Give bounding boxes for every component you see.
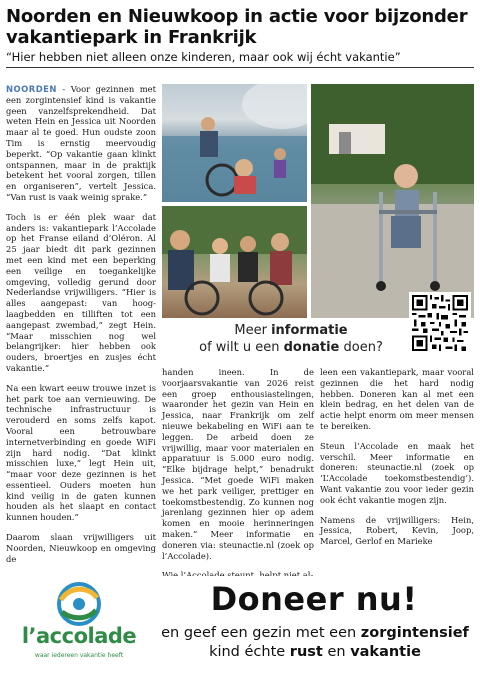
article-column-1 — [6, 84, 156, 573]
accolade-logo — [14, 578, 144, 670]
headline: Noorden en Nieuwkoop in actie voor bijzonder vakantiepark in Frankrijk — [6, 6, 468, 48]
cta-line-2-prefix: kind échte — [209, 644, 290, 660]
photo-pool-wheelchair-drawing — [162, 84, 307, 202]
promo-text — [176, 322, 406, 356]
donation-banner — [0, 576, 480, 678]
promo-line-1 — [176, 322, 406, 339]
dateline: NOORDEN — [6, 84, 57, 94]
photo-family-group-drawing — [162, 206, 307, 318]
cta-subtitle — [150, 624, 480, 662]
cta-line-1-bold: zorgintensief — [360, 625, 469, 641]
qr-code[interactable] — [409, 292, 471, 354]
paragraph: leen een vakantiepark, maar vooral gezinnen die het hard nodig hebben. Doneren kan al met een klein bedrag, en het delen van de actie helpt enorm om meer mensen te bereiken. — [320, 367, 474, 431]
article-column-3 — [320, 367, 474, 556]
article-column-2 — [162, 367, 314, 590]
promo-line-2 — [176, 339, 406, 356]
paragraph: Steun l’Accolade en maak het verschil. Meer informatie en doneren: steunactie.nl (zoek op ‘L’Accolade toekomstbestendig’). Want vakantie zou voor ieder gezin ook écht vakantie mogen zijn. — [320, 440, 474, 505]
cta-line-2-bold-rust: rust — [289, 644, 323, 660]
paragraph: Namens de vrijwilligers: Hein, Jessica, Robert, Kevin, Joop, Marcel, Gerlof en Marieke — [320, 514, 474, 547]
paragraph: Na een kwart eeuw trouwe inzet is het park toe aan vernieuwing. De technische infrastructuur is verouderd en soms zelfs kapot. Vooral een betrouwbare internetverbinding en goede WiFi zijn hard nodig. “Dat klinkt misschien luxe,” legt Hein uit, “maar voor deze gezinnen is het essentieel. Ouders moeten hun kind veilig in de gaten kunnen houden als het slaapt en contact kunnen houden.” — [6, 382, 156, 523]
qr-code-icon — [412, 295, 468, 351]
logo-wordmark: l’accolade — [21, 624, 137, 648]
photo-collage — [162, 84, 474, 318]
subheadline: “Hier hebben niet alleen onze kinderen, maar ook wij écht vakantie” — [6, 50, 401, 64]
cta-title: Doneer nu! — [210, 580, 418, 618]
photo-child-walker-drawing — [311, 84, 474, 318]
cta-line-2 — [150, 643, 480, 662]
headline-divider — [6, 67, 474, 68]
promo-line-1-prefix: Meer — [234, 323, 272, 338]
paragraph: Daarom slaan vrijwilligers uit Noorden, Nieuwkoop en omgeving de — [6, 532, 156, 564]
promo-line-2-bold: donatie — [283, 340, 340, 355]
photo-pool-wheelchair — [162, 84, 307, 202]
logo-swirl-icon — [14, 578, 144, 628]
promo-line-2-suffix: doen? — [339, 340, 383, 355]
paragraph-text: - Voor gezinnen met een zorgintensief kind is vakantie geen vanzelfsprekendheid. Dat weten Hein en Jessica uit Noorden maar al te goed. Hun oudste zoon Tim is ernstig meervoudig beperkt. “Op vakantie gaan klinkt ontspannen, maar in de praktijk betekent het vooral zorgen, tillen en organiseren”, vertelt Jessica. “Van rust is vaak weinig sprake.” — [6, 84, 156, 202]
promo-line-2-prefix: of wilt u een — [199, 340, 284, 355]
cta-line-2-bold-vakantie: vakantie — [350, 644, 421, 660]
photo-family-group — [162, 206, 307, 318]
paragraph: Toch is er één plek waar dat anders is: vakantiepark l’Accolade op het Franse eiland d’Oléron. Al 25 jaar biedt dit park gezinnen met een kind met een beperking een veilige en toegankelijke omgeving, volledig gerund door Nederlandse vrijwilligers. “Hier is alles aangepast: van hoog-laagbedden en tilliften tot een aangepast zwembad,” zegt Hein. “Maar misschien nog wel belangrijker: hier hebben ook ouders, broertjes en zusjes écht vakantie.” — [6, 211, 156, 373]
promo-line-1-bold: informatie — [271, 323, 348, 338]
paragraph: handen ineen. In de voorjaarsvakantie van 2026 reist een groep enthousiastelingen, waaronder het gezin van Hein en Jessica, naar Frankrijk om zelf nieuwe bekabeling en WiFi aan te leggen. De arbeid doen ze vrijwillig, maar voor materialen en apparatuur is 5.000 euro nodig. “Elke bijdrage helpt,” benadrukt Jessica. “Met goede WiFi maken we het park veiliger, prettiger en toekomstbestendig. Zo kunnen nog jarenlang gezinnen hier op adem komen en mooie herinneringen maken.” Meer informatie en doneren via: steunactie.nl (zoek op l’Accolade). — [162, 367, 314, 561]
paragraph — [6, 84, 156, 203]
cta-line-1 — [150, 624, 480, 643]
cta-line-2-mid: en — [322, 644, 351, 660]
photo-child-walker — [311, 84, 474, 318]
logo-tagline: waar iedereen vakantie heeft — [34, 652, 124, 659]
cta-line-1-prefix: en geef een gezin met een — [161, 625, 361, 641]
